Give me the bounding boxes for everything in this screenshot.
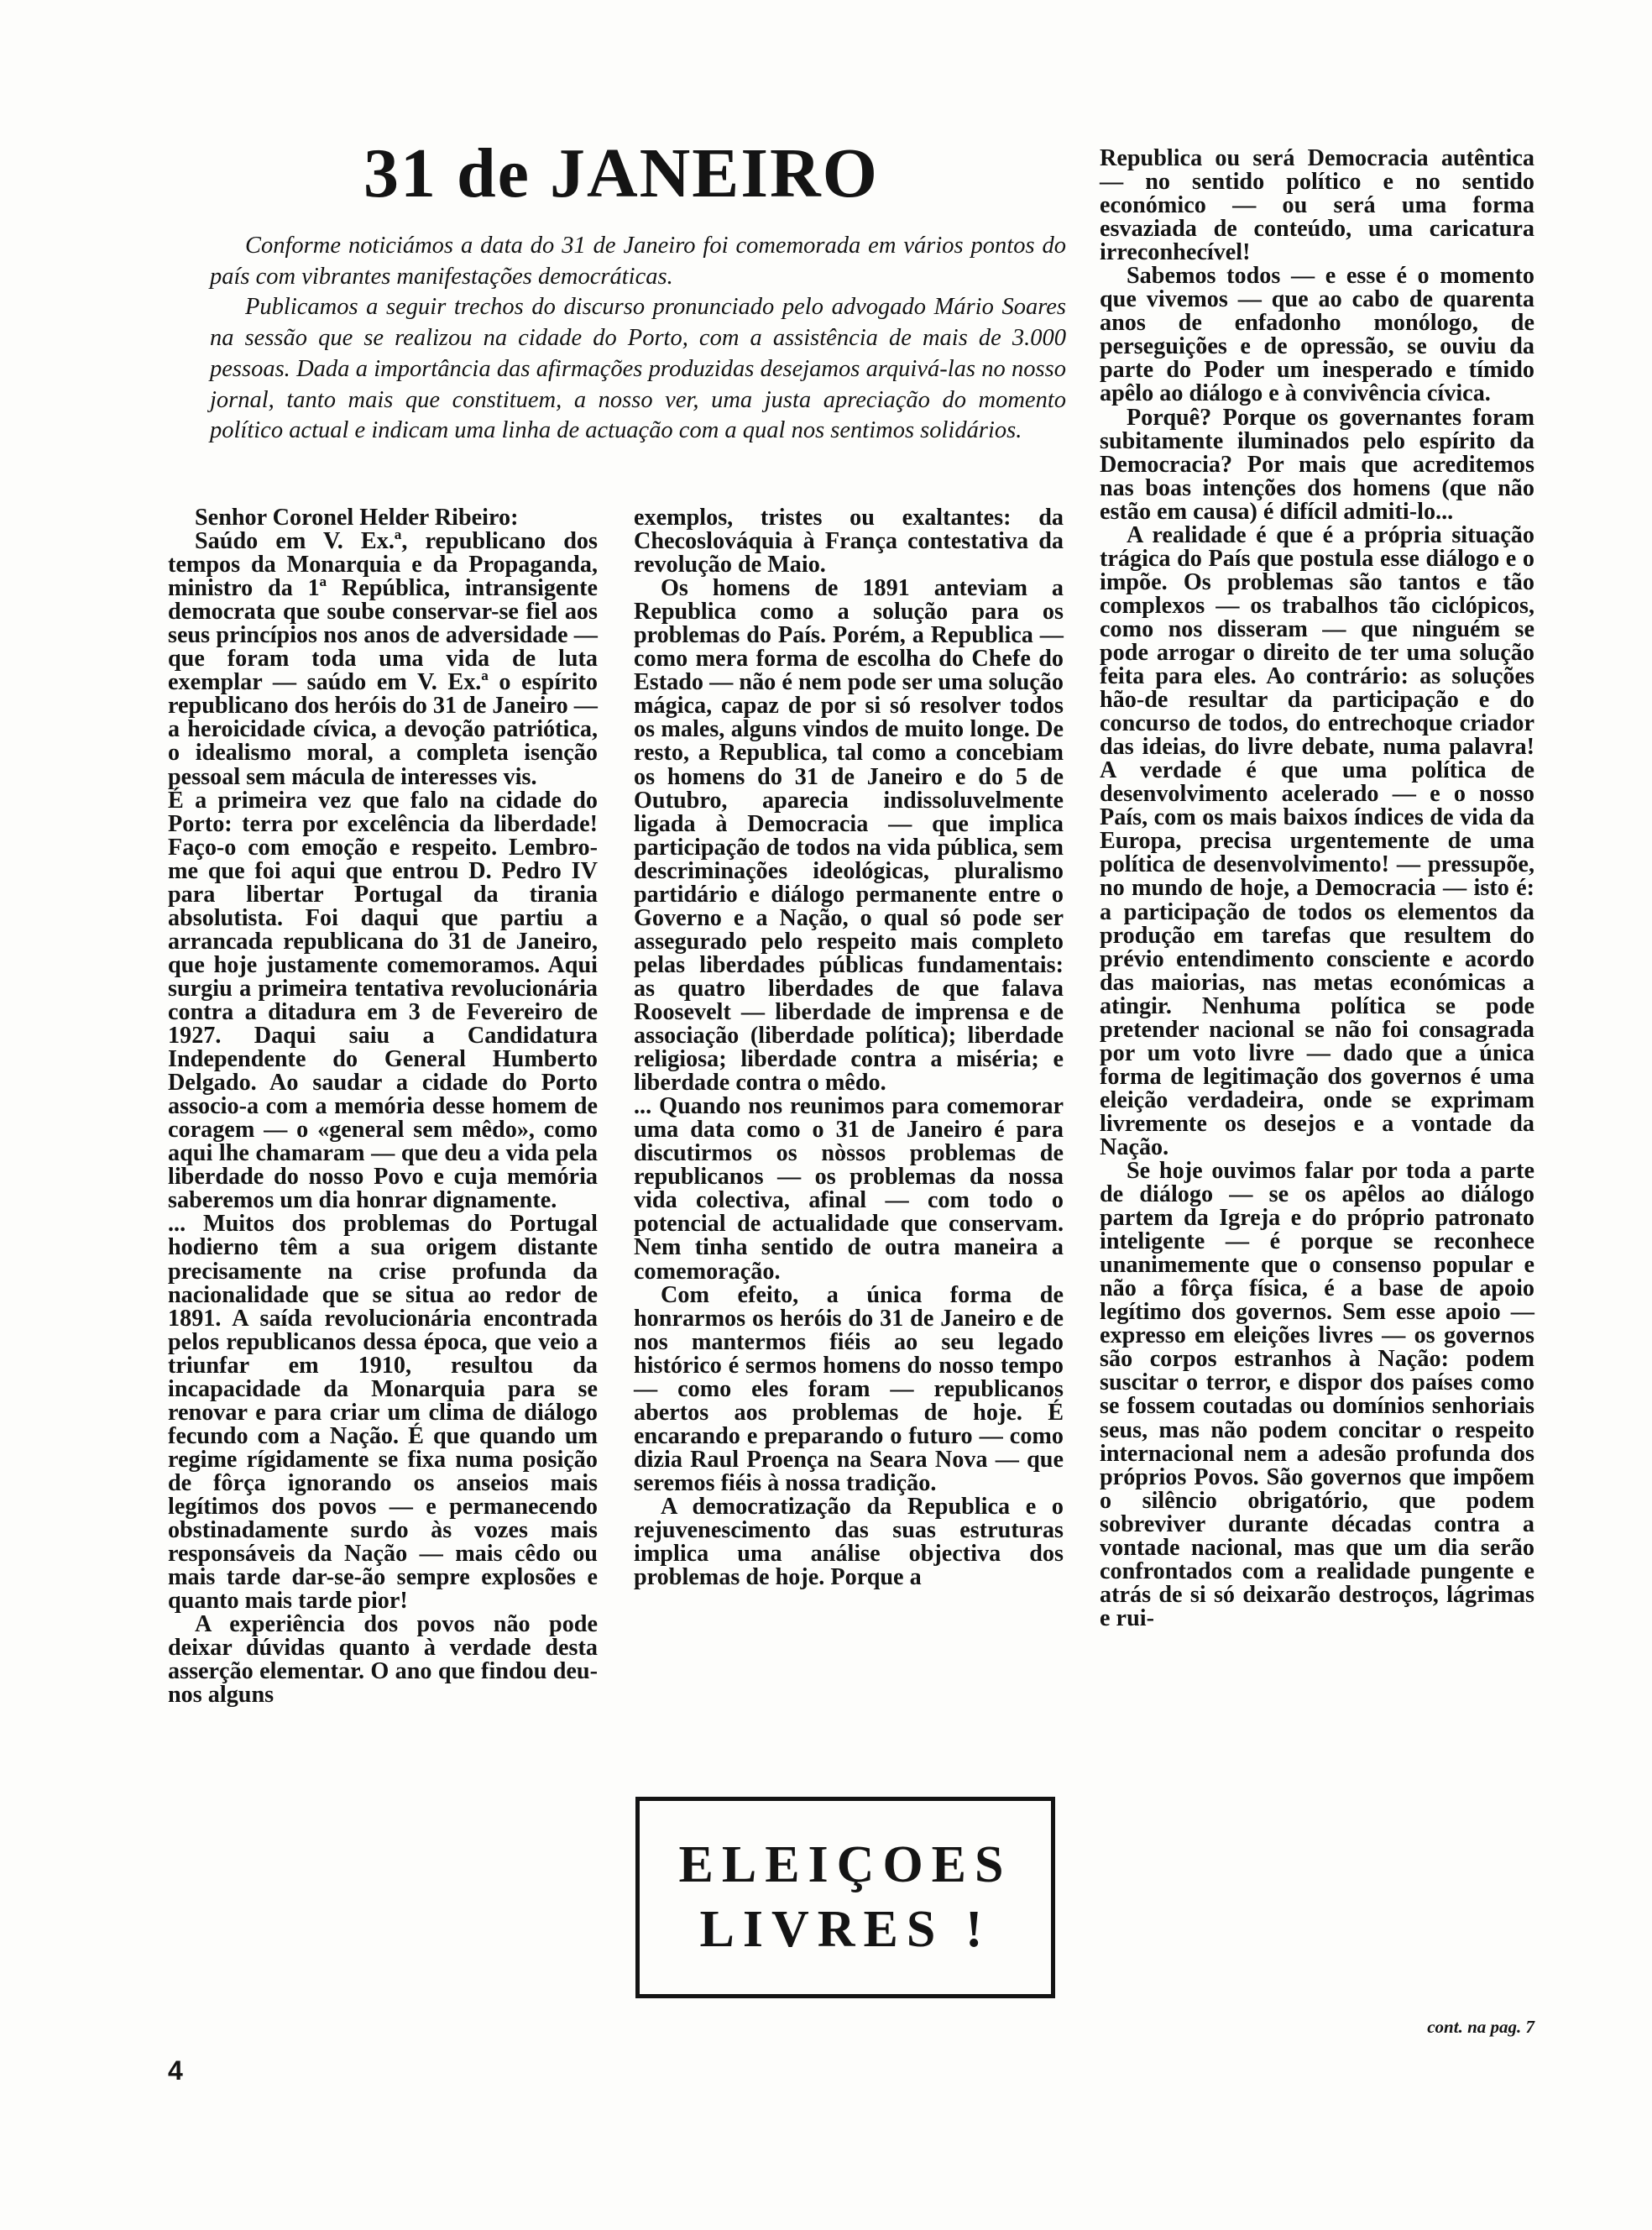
body-column-3 <box>1100 147 1534 1631</box>
body-column-2 <box>634 506 1064 1589</box>
body-paragraph: Porquê? Porque os governantes foram subitamente iluminados pelo espírito da Democracia? Por mais que acreditemos nas boas intenções dos homens (que não estão em causa) é difícil admiti-lo... <box>1100 404 1534 525</box>
continuation-note: cont. na pag. 7 <box>1427 2017 1534 2037</box>
free-elections-box <box>635 1797 1055 1998</box>
body-paragraph: Se hoje ouvimos falar por toda a parte de diálogo — se os apêlos ao diálogo partem da Igreja e do próprio patronato inteligente — é porque se reconhece unanimemente que o consenso popular e não a fôrça física, é a base de apoio legítimo dos governos. Sem esse apoio — expresso em eleições livres — os governos são corpos estranhos à Nação: podem suscitar o terror, e dispor dos países como se fossem coutadas ou domínios senhoriais seus, mas não podem concitar o respeito internacional nem a adesão profunda dos próprios Povos. São governos que impõem o silêncio obrigatório, que podem sobreviver durante décadas contra a vontade nacional, mas que um dia serão confrontados com a realidade pungente e atrás de si só deixarão destroços, lágrimas e rui- <box>1100 1158 1534 1631</box>
box-line-1: ELEIÇOES <box>678 1835 1012 1893</box>
page-number: 4 <box>168 2055 183 2086</box>
box-line-2: LIVRES ! <box>699 1901 991 1958</box>
body-paragraph: ... Muitos dos problemas do Portugal hodierno têm a sua origem distante precisamente na crise profunda da nacionalidade que se situa ao redor de 1891. A saída revolucionária encontrada pelos republicanos dessa época, que veio a triunfar em 1910, resultou da incapacidade da Monarquia para se renovar e para criar um clima de diálogo fecundo com a Nação. É que quando um regime rígidamente se fixa numa posição de fôrça ignorando os anseios mais legítimos dos povos — e permanecendo obstinadamente surdo às vozes mais responsáveis da Nação — mais cêdo ou mais tarde dar-se-ão sempre explosões e quanto mais tarde pior! <box>168 1211 598 1615</box>
article-title: 31 de JANEIRO <box>363 134 880 212</box>
body-paragraph: É a primeira vez que falo na cidade do Porto: terra por excelência da liberdade! Faço-o com emoção e respeito. Lembro-me que foi aqui que entrou D. Pedro IV para libertar Portugal da tirania absolutista. Foi daqui que partiu a arrancada republicana do 31 de Janeiro, que hoje justamente comemoramos. Aqui surgiu a primeira tentativa revolucionária contra a ditadura em 3 de Fevereiro de 1927. Daqui saiu a Candidatura Independente do General Humberto Delgado. Ao saudar a cidade do Porto associo-a com a memória desse homem de coragem — o «general sem mêdo», como aqui lhe chamaram — que deu a vida pela liberdade do nosso Povo e cuja memória saberemos um dia honrar dignamente. <box>168 787 598 1214</box>
body-paragraph: Sabemos todos — e esse é o momento que vivemos — que ao cabo de quarenta anos de enfadonho monólogo, de perseguições e de opressão, se ouviu da parte do Poder um inesperado e tímido apêlo ao diálogo e à convivência cívica. <box>1100 263 1534 407</box>
body-paragraph: Saúdo em V. Ex.ª, republicano dos tempos da Monarquia e da Propaganda, ministro da 1ª República, intransigente democrata que soube conservar-se fiel aos seus princípios nos anos de adversidade — que foram toda uma vida de luta exemplar — saúdo em V. Ex.ª o espírito republicano dos heróis do 31 de Janeiro — a heroicidade cívica, a devoção patriótica, o idealismo moral, a completa isenção pessoal sem mácula de interesses vis. <box>168 528 598 790</box>
body-paragraph: A realidade é que é a própria situação trágica do País que postula esse diálogo e o impõe. Os problemas são tantos e tão complexos — os trabalhos tão ciclópicos, como nos disseram — que ninguém se pode arrogar o direito de ter uma solução feita para eles. Ao contrário: as soluções hão-de resultar da participação e do concurso de todos, do entrechoque criador das ideias, do livre debate, numa palavra! A verdade é que uma política de desenvolvimento acelerado — e o nosso País, com os mais baixos índices de vida da Europa, precisa urgentemente de uma política de desenvolvimento! — pressupõe, no mundo de hoje, a Democracia — isto é: a participação de todos os elementos da produção em tarefas que resultem do prévio entendimento consciente e acordo das maiorias, nas metas económicas a atingir. Nenhuma política se pode pretender nacional se não foi consagrada por um voto livre — dado que a única forma de legitimação dos governos é uma eleição verdadeira, onde se exprimam livremente os desejos e a vontade da Nação. <box>1100 521 1534 1160</box>
body-paragraph: Republica ou será Democracia autêntica — no sentido político e no sentido económico — ou será uma forma esvaziada de conteúdo, uma caricatura irreconhecível! <box>1100 145 1534 266</box>
salutation: Senhor Coronel Helder Ribeiro: <box>195 505 519 531</box>
body-paragraph: ... Quando nos reunimos para comemorar uma data como o 31 de Janeiro é para discutirmos os nòssos problemas de republicanos — os problemas da nossa vida colectiva, afinal — com todo o potencial de actualidade que conservam. Nem tinha sentido de outra maneira a comemoração. <box>634 1093 1064 1285</box>
intro-paragraph: Publicamos a seguir trechos do discurso pronunciado pelo advogado Mário Soares na sessão que se realizou na cidade do Porto, com a assistência de mais de 3.000 pessoas. Dada a importância das afirmações produzidas desejamos arquivá-las no nosso jornal, tanto mais que constituem, a nosso ver, uma justa apreciação do momento político actual e indicam uma linha de actuação com a qual nos sentimos solidários. <box>210 294 1066 444</box>
body-paragraph: Os homens de 1891 anteviam a Republica como a solução para os problemas do País. Porém, a Republica — como mera forma de escolha do Chefe do Estado — não é nem pode ser uma solução mágica, capaz de por si só resolver todos os males, alguns vindos de muito longe. De resto, a Republica, tal como a concebiam os homens do 31 de Janeiro e do 5 de Outubro, aparecia indissoluvelmente ligada à Democracia — que implica participação de todos na vida pública, sem descriminações ideológicas, pluralismo partidário e diálogo permanente entre o Governo e a Nação, o qual só pode ser assegurado pelo respeito mais completo pelas liberdades públicas fundamentais: as quatro liberdades de que falava Roosevelt — liberdade de imprensa e de associação (liberdade política); liberdade religiosa; liberdade contra a miséria; e liberdade contra o mêdo. <box>634 575 1064 1097</box>
intro-paragraph: Conforme noticiámos a data do 31 de Janeiro foi comemorada em vários pontos do país com vibrantes manifestações democráticas. <box>210 233 1066 290</box>
body-column-1 <box>168 506 598 1707</box>
body-paragraph: exemplos, tristes ou exaltantes: da Checoslováquia à França contestativa da revolução de Maio. <box>634 505 1064 578</box>
article-intro <box>210 231 1066 447</box>
body-paragraph: A democratização da Republica e o rejuvenescimento das suas estruturas implica uma análise objectiva dos problemas de hoje. Porque a <box>634 1493 1064 1591</box>
body-paragraph: A experiência dos povos não pode deixar dúvidas quanto à verdade desta asserção elementar. O ano que findou deu-nos alguns <box>168 1611 598 1709</box>
body-paragraph: Com efeito, a única forma de honrarmos os heróis do 31 de Janeiro e de nos mantermos fiéis ao seu legado histórico é sermos homens do nosso tempo — como eles foram — republicanos abertos aos problemas de hoje. É encarando e preparando o futuro — como dizia Raul Proença na Seara Nova — que seremos fiéis à nossa tradição. <box>634 1281 1064 1496</box>
